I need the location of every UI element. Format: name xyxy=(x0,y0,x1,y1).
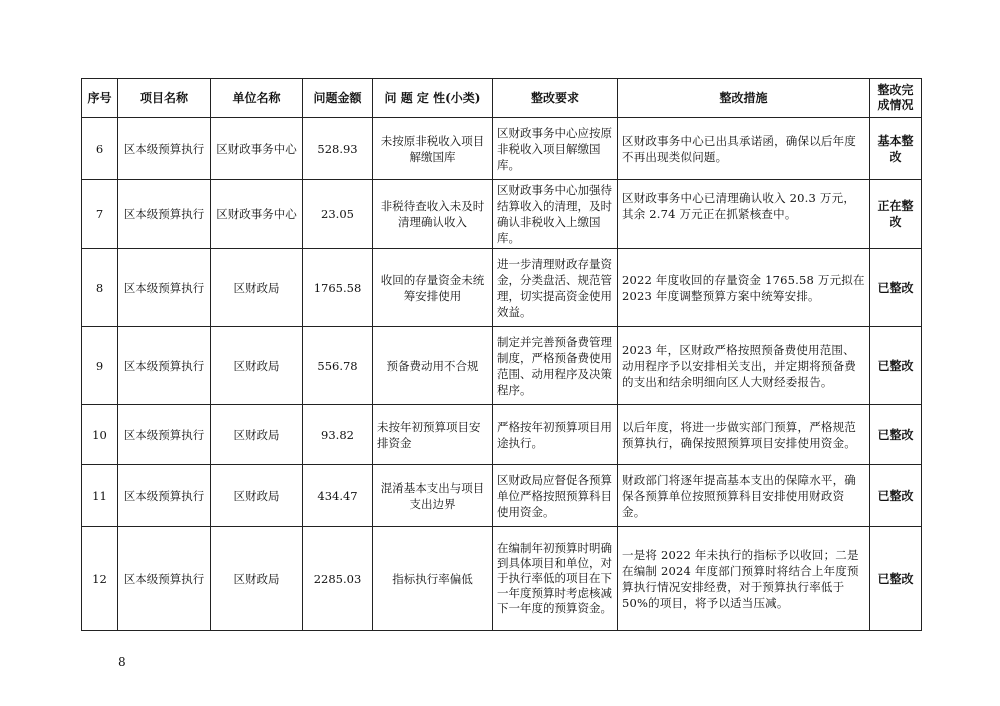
cell-status: 已整改 xyxy=(870,527,922,631)
cell-project: 区本级预算执行 xyxy=(118,249,211,327)
cell-amount: 2285.03 xyxy=(303,527,373,631)
cell-unit: 区财政局 xyxy=(211,405,303,465)
cell-unit: 区财政事务中心 xyxy=(211,180,303,249)
cell-project: 区本级预算执行 xyxy=(118,405,211,465)
cell-amount: 1765.58 xyxy=(303,249,373,327)
cell-project: 区本级预算执行 xyxy=(118,527,211,631)
cell-unit: 区财政事务中心 xyxy=(211,118,303,180)
cell-measure: 2023 年，区财政严格按照预备费使用范围、动用程序予以安排相关支出，并定期将预备费的支出和结余明细向区人大财经委报告。 xyxy=(618,327,870,405)
cell-nature: 非税待查收入未及时清理确认收入 xyxy=(373,180,493,249)
header-nature: 问 题 定 性(小类) xyxy=(373,79,493,118)
cell-requirement: 区财政局应督促各预算单位严格按照预算科目使用资金。 xyxy=(493,465,618,527)
table-row xyxy=(82,249,922,327)
header-status: 整改完成情况 xyxy=(870,79,922,118)
table-row xyxy=(82,327,922,405)
cell-unit: 区财政局 xyxy=(211,249,303,327)
cell-requirement: 制定并完善预备费管理制度，严格预备费使用范围、动用程序及决策程序。 xyxy=(493,327,618,405)
cell-unit: 区财政局 xyxy=(211,327,303,405)
rectification-table xyxy=(81,78,922,631)
table-header-row xyxy=(82,79,922,118)
cell-project: 区本级预算执行 xyxy=(118,327,211,405)
cell-measure: 财政部门将逐年提高基本支出的保障水平，确保各预算单位按照预算科目安排使用财政资金。 xyxy=(618,465,870,527)
cell-project: 区本级预算执行 xyxy=(118,180,211,249)
cell-measure: 区财政事务中心已出具承诺函，确保以后年度不再出现类似问题。 xyxy=(618,118,870,180)
cell-no: 11 xyxy=(82,465,118,527)
cell-amount: 528.93 xyxy=(303,118,373,180)
page-number: 8 xyxy=(118,655,126,669)
table-row xyxy=(82,118,922,180)
header-project: 项目名称 xyxy=(118,79,211,118)
cell-status: 已整改 xyxy=(870,405,922,465)
cell-no: 8 xyxy=(82,249,118,327)
cell-measure: 区财政事务中心已清理确认收入 20.3 万元，其余 2.74 万元正在抓紧核查中。 xyxy=(618,180,870,249)
header-unit: 单位名称 xyxy=(211,79,303,118)
cell-measure: 以后年度，将进一步做实部门预算，严格规范预算执行，确保按照预算项目安排使用资金。 xyxy=(618,405,870,465)
header-no: 序号 xyxy=(82,79,118,118)
cell-no: 7 xyxy=(82,180,118,249)
cell-unit: 区财政局 xyxy=(211,465,303,527)
cell-amount: 434.47 xyxy=(303,465,373,527)
cell-amount: 93.82 xyxy=(303,405,373,465)
cell-no: 9 xyxy=(82,327,118,405)
cell-status: 基本整改 xyxy=(870,118,922,180)
cell-nature: 混淆基本支出与项目支出边界 xyxy=(373,465,493,527)
cell-requirement: 严格按年初预算项目用途执行。 xyxy=(493,405,618,465)
cell-no: 12 xyxy=(82,527,118,631)
cell-nature: 未按原非税收入项目解缴国库 xyxy=(373,118,493,180)
cell-requirement: 区财政事务中心加强待结算收入的清理，及时确认非税收入上缴国库。 xyxy=(493,180,618,249)
cell-project: 区本级预算执行 xyxy=(118,465,211,527)
cell-nature: 未按年初预算项目安排资金 xyxy=(373,405,493,465)
cell-amount: 23.05 xyxy=(303,180,373,249)
header-amount: 问题金额 xyxy=(303,79,373,118)
cell-requirement: 区财政事务中心应按原非税收入项目解缴国库。 xyxy=(493,118,618,180)
cell-amount: 556.78 xyxy=(303,327,373,405)
cell-nature: 收回的存量资金未统筹安排使用 xyxy=(373,249,493,327)
table-row xyxy=(82,180,922,249)
cell-nature: 指标执行率偏低 xyxy=(373,527,493,631)
cell-no: 10 xyxy=(82,405,118,465)
table-row xyxy=(82,405,922,465)
cell-measure: 一是将 2022 年未执行的指标予以收回；二是在编制 2024 年度部门预算时将结合上年度预算执行情况安排经费，对于预算执行率低于 50%的项目，将予以适当压减。 xyxy=(618,527,870,631)
cell-unit: 区财政局 xyxy=(211,527,303,631)
cell-status: 已整改 xyxy=(870,249,922,327)
cell-no: 6 xyxy=(82,118,118,180)
cell-status: 已整改 xyxy=(870,327,922,405)
cell-requirement: 进一步清理财政存量资金，分类盘活、规范管理，切实提高资金使用效益。 xyxy=(493,249,618,327)
table-row xyxy=(82,527,922,631)
cell-status: 正在整改 xyxy=(870,180,922,249)
cell-status: 已整改 xyxy=(870,465,922,527)
cell-nature: 预备费动用不合规 xyxy=(373,327,493,405)
cell-requirement: 在编制年初预算时明确到具体项目和单位，对于执行率低的项目在下一年度预算时考虑核减下一年度的预算资金。 xyxy=(493,527,618,631)
header-requirement: 整改要求 xyxy=(493,79,618,118)
cell-measure: 2022 年度收回的存量资金 1765.58 万元拟在 2023 年度调整预算方案中统筹安排。 xyxy=(618,249,870,327)
header-measure: 整改措施 xyxy=(618,79,870,118)
cell-project: 区本级预算执行 xyxy=(118,118,211,180)
table-row xyxy=(82,465,922,527)
